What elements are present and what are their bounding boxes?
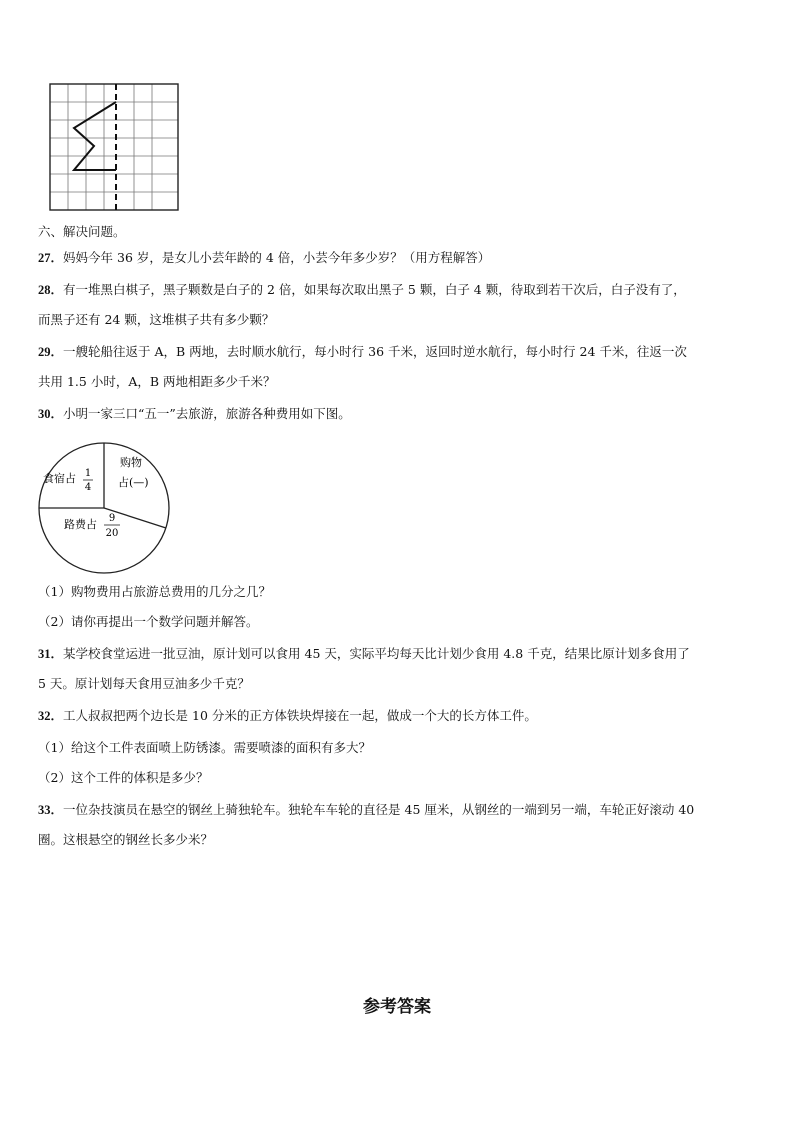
question-number: 32． bbox=[38, 709, 64, 723]
pie-food-label: 食宿占 bbox=[43, 472, 76, 485]
question-number: 29． bbox=[38, 345, 64, 359]
answer-section-title: 参考答案 bbox=[363, 997, 431, 1017]
question-number: 28． bbox=[38, 283, 64, 297]
question-29 bbox=[38, 344, 687, 360]
grid-symmetry-figure bbox=[48, 82, 180, 214]
question-text: 一位杂技演员在悬空的钢丝上骑独轮车。独轮车车轮的直径是 45 厘米，从钢丝的一端到另一端，车轮正好滚动 40 bbox=[63, 802, 695, 817]
section-heading: 六、解决问题。 bbox=[38, 224, 126, 239]
question-number: 33． bbox=[38, 803, 64, 817]
question-32-sub-2: （2）这个工件的体积是多少？ bbox=[38, 770, 209, 785]
question-number: 30． bbox=[38, 407, 64, 421]
question-text: 一艘轮船往返于 A，B 两地，去时顺水航行，每小时行 36 千米，返回时逆水航行，每小时行 24 千米，往返一次 bbox=[63, 344, 687, 359]
pie-road-numerator: 9 bbox=[108, 513, 116, 524]
question-31-cont: 5 天。原计划每天食用豆油多少千克？ bbox=[38, 676, 250, 691]
pie-food-denominator: 4 bbox=[84, 482, 92, 493]
question-28 bbox=[38, 282, 686, 298]
question-text: 有一堆黑白棋子，黑子颗数是白子的 2 倍，如果每次取出黑子 5 颗，白子 4 颗，待取到若干次后，白子没有了， bbox=[63, 282, 686, 297]
question-32 bbox=[38, 708, 537, 724]
question-33-cont: 圈。这根悬空的钢丝长多少米？ bbox=[38, 832, 214, 847]
question-32-sub-1: （1）给这个工件表面喷上防锈漆。需要喷漆的面积有多大？ bbox=[38, 740, 371, 755]
question-30-sub-1: （1）购物费用占旅游总费用的几分之几？ bbox=[38, 584, 271, 599]
question-33 bbox=[38, 802, 694, 818]
question-30 bbox=[38, 406, 351, 422]
pie-food-numerator: 1 bbox=[84, 468, 92, 479]
question-text: 工人叔叔把两个边长是 10 分米的正方体铁块焊接在一起，做成一个大的长方体工件。 bbox=[63, 708, 537, 723]
pie-shopping-blank: 占(—) bbox=[118, 476, 149, 489]
question-30-sub-2: （2）请你再提出一个数学问题并解答。 bbox=[38, 614, 259, 629]
pie-road-label: 路费占 bbox=[64, 518, 97, 531]
pie-road-denominator: 20 bbox=[105, 528, 119, 539]
question-number: 31． bbox=[38, 647, 64, 661]
question-31 bbox=[38, 646, 690, 662]
question-28-cont: 而黑子还有 24 颗，这堆棋子共有多少颗？ bbox=[38, 312, 275, 327]
question-27 bbox=[38, 250, 490, 266]
question-number: 27． bbox=[38, 251, 64, 265]
travel-cost-pie-chart bbox=[36, 440, 172, 576]
pie-shopping-label: 购物 bbox=[120, 456, 142, 469]
question-text: 妈妈今年 36 岁，是女儿小芸年龄的 4 倍，小芸今年多少岁？（用方程解答） bbox=[63, 250, 491, 265]
question-text: 小明一家三口“五一”去旅游，旅游各种费用如下图。 bbox=[63, 406, 351, 421]
question-text: 某学校食堂运进一批豆油，原计划可以食用 45 天，实际平均每天比计划少食用 4.8 千克，结果比原计划多食用了 bbox=[63, 646, 690, 661]
question-29-cont: 共用 1.5 小时，A，B 两地相距多少千米？ bbox=[38, 374, 276, 389]
